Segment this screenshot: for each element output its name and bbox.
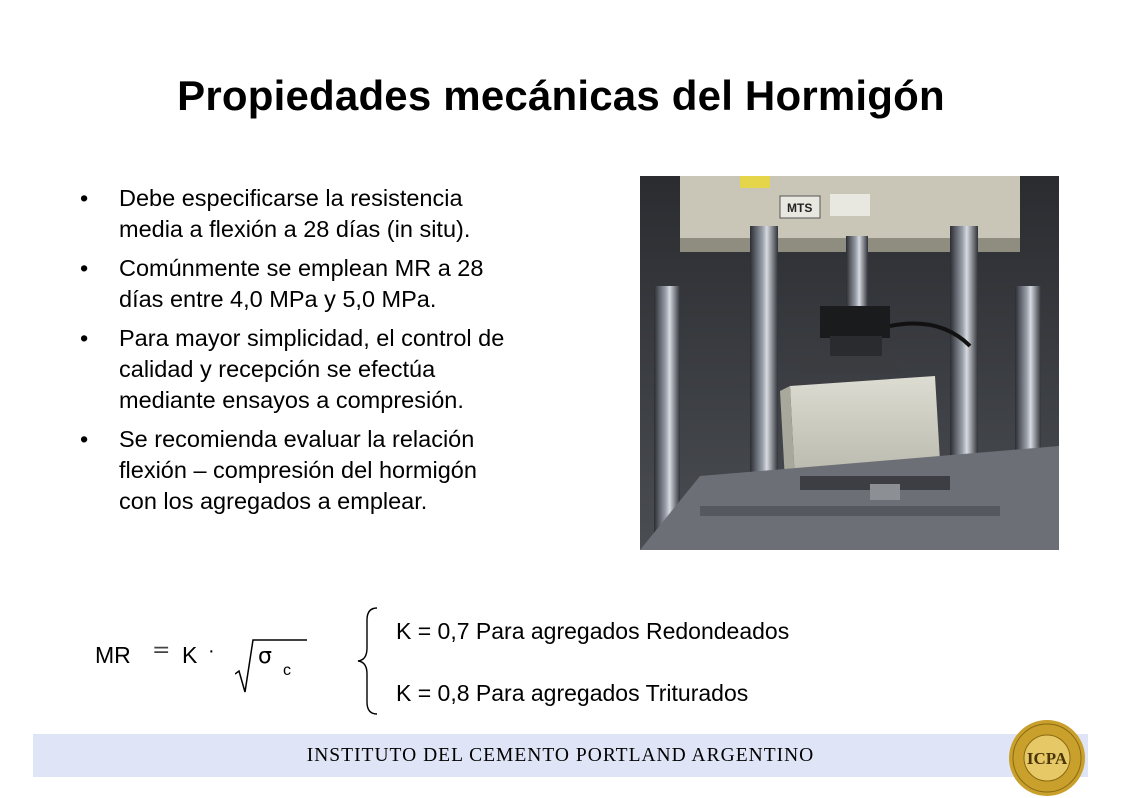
formula-mr: MR (95, 642, 131, 668)
formula-multiply: · (208, 640, 215, 662)
bullet-text-line: Comúnmente se emplean MR a 28 (119, 255, 484, 281)
footer-institute-name: INSTITUTO DEL CEMENTO PORTLAND ARGENTINO (306, 745, 815, 766)
bullet-text-line: media a flexión a 28 días (in situ). (119, 216, 471, 242)
bullet-text-line: Debe especificarse la resistencia (119, 185, 463, 211)
logo-text: ICPA (1026, 749, 1068, 768)
slide-title: Propiedades mecánicas del Hormigón (177, 72, 945, 119)
bullet-item (80, 424, 620, 517)
icpa-logo (1007, 718, 1087, 798)
formula-sigma: σ (258, 644, 272, 669)
bullet-text-line: Para mayor simplicidad, el control de (119, 325, 505, 351)
testing-machine-illustration (640, 176, 1059, 550)
formula-k: K (182, 642, 198, 668)
bullet-text-line: calidad y recepción se efectúa (119, 356, 436, 382)
bullet-item (80, 253, 620, 315)
bullet-text-line: Se recomienda evaluar la relación (119, 426, 475, 452)
formula-equals: = (152, 638, 171, 663)
bullet-dot: • (80, 255, 89, 281)
mr-formula (95, 630, 335, 700)
k-value-rounded: K = 0,7 Para agregados Redondeados (396, 618, 790, 644)
bullet-dot: • (80, 426, 89, 452)
mts-label: MTS (787, 201, 813, 215)
bullet-text-line: flexión – compresión del hormigón (119, 457, 477, 483)
bullet-item (80, 183, 620, 245)
bullet-text-line: mediante ensayos a compresión. (119, 387, 464, 413)
bullet-dot: • (80, 325, 89, 351)
footer-bar (33, 734, 1088, 777)
bullet-list (80, 183, 620, 525)
flexural-test-photo (640, 176, 1059, 550)
bullet-dot: • (80, 185, 89, 211)
k-value-crushed: K = 0,8 Para agregados Triturados (396, 680, 749, 706)
bullet-text-line: días entre 4,0 MPa y 5,0 MPa. (119, 286, 437, 312)
formula-subscript: c (283, 662, 291, 679)
bullet-item (80, 323, 620, 416)
left-brace-icon (355, 606, 381, 716)
bullet-text-line: con los agregados a emplear. (119, 488, 428, 514)
